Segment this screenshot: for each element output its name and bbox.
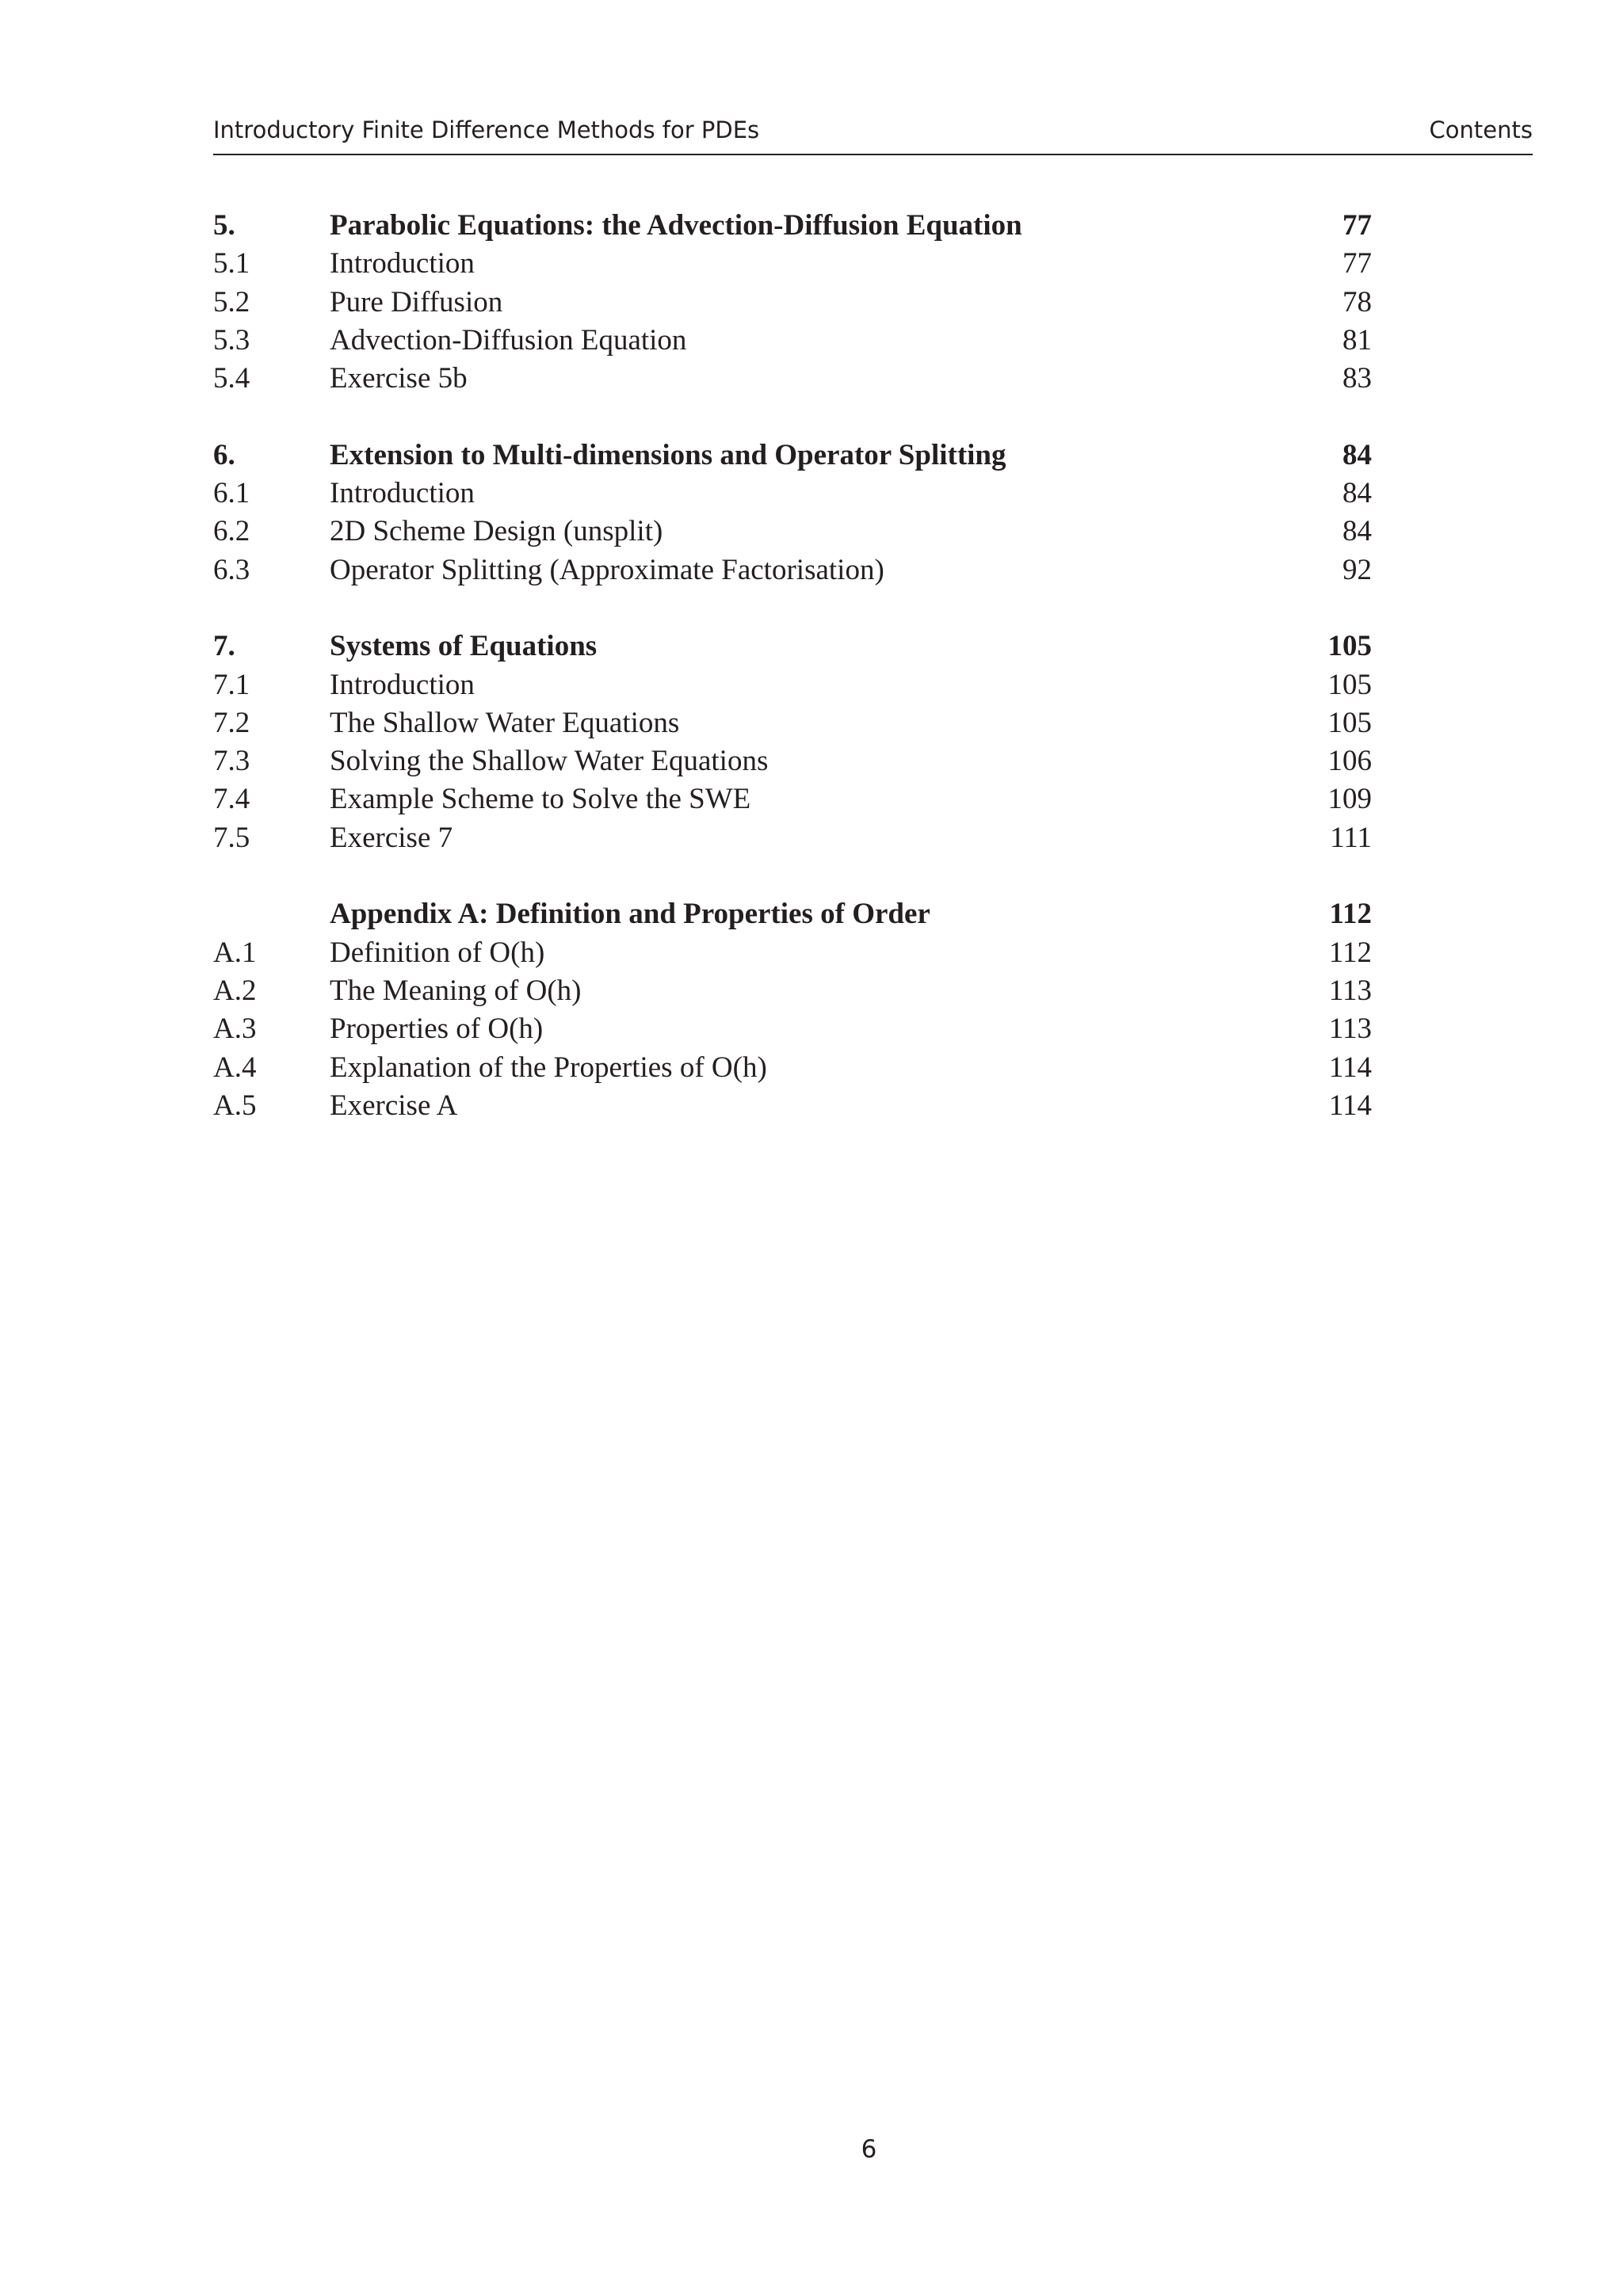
entry-title: Example Scheme to Solve the SWE: [330, 783, 751, 816]
chapter-page: 77: [1342, 209, 1372, 242]
toc-appendix-a[interactable]: [213, 895, 1372, 933]
entry-number: 5.2: [213, 285, 250, 318]
entry-page: 105: [1327, 668, 1372, 701]
toc-entry-5-2[interactable]: [213, 284, 1372, 322]
toc-entry-6-2[interactable]: [213, 513, 1372, 551]
chapter-number: 6.: [213, 438, 235, 471]
entry-number: 5.3: [213, 323, 250, 357]
entry-number: 7.4: [213, 783, 250, 816]
entry-page: 83: [1342, 362, 1372, 395]
toc-chapter-6[interactable]: [213, 437, 1372, 475]
entry-title: Explanation of the Properties of O(h): [330, 1051, 767, 1084]
toc-chapter-5[interactable]: [213, 207, 1372, 245]
entry-title: 2D Scheme Design (unsplit): [330, 515, 663, 548]
chapter-spacer: [213, 398, 1372, 436]
toc-entry-a-1[interactable]: [213, 934, 1372, 972]
entry-page: 84: [1342, 477, 1372, 510]
entry-title: The Shallow Water Equations: [330, 706, 680, 739]
chapter-spacer: [213, 857, 1372, 895]
entry-number: 7.5: [213, 821, 250, 854]
entry-title: Introduction: [330, 668, 475, 701]
entry-page: 114: [1328, 1089, 1372, 1122]
entry-title: Exercise A: [330, 1089, 458, 1122]
entry-number: 6.3: [213, 553, 250, 586]
entry-title: The Meaning of O(h): [330, 974, 582, 1007]
toc-entry-5-4[interactable]: [213, 360, 1372, 398]
entry-number: A.1: [213, 936, 257, 969]
table-of-contents: [213, 207, 1372, 1125]
toc-entry-a-2[interactable]: [213, 972, 1372, 1010]
entry-number: 5.1: [213, 247, 250, 280]
entry-page: 112: [1328, 936, 1372, 969]
entry-number: 6.1: [213, 477, 250, 510]
entry-number: A.2: [213, 974, 257, 1007]
entry-page: 92: [1342, 553, 1372, 586]
toc-entry-7-5[interactable]: [213, 819, 1372, 857]
toc-entry-7-1[interactable]: [213, 666, 1372, 704]
section-name: Contents: [1429, 116, 1533, 143]
entry-number: 5.4: [213, 362, 250, 395]
toc-entry-7-2[interactable]: [213, 704, 1372, 742]
toc-entry-6-3[interactable]: [213, 551, 1372, 589]
entry-number: 7.1: [213, 668, 250, 701]
entry-title: Solving the Shallow Water Equations: [330, 745, 769, 778]
entry-title: Exercise 5b: [330, 362, 468, 395]
entry-title: Exercise 7: [330, 821, 453, 854]
chapter-title: Appendix A: Definition and Properties of Order: [330, 898, 930, 931]
chapter-title: Systems of Equations: [330, 630, 598, 663]
chapter-spacer: [213, 589, 1372, 627]
document-title: Introductory Finite Difference Methods for PDEs: [213, 116, 760, 143]
toc-entry-7-4[interactable]: [213, 780, 1372, 818]
entry-number: A.3: [213, 1013, 257, 1046]
entry-title: Advection-Diffusion Equation: [330, 323, 687, 357]
toc-chapter-7[interactable]: [213, 627, 1372, 666]
entry-number: A.4: [213, 1051, 257, 1084]
toc-entry-5-1[interactable]: [213, 245, 1372, 283]
chapter-number: 7.: [213, 630, 235, 663]
entry-page: 109: [1327, 783, 1372, 816]
entry-page: 113: [1328, 1013, 1372, 1046]
entry-title: Properties of O(h): [330, 1013, 544, 1046]
running-header: [213, 109, 1533, 155]
toc-entry-a-5[interactable]: [213, 1087, 1372, 1125]
chapter-title: Parabolic Equations: the Advection-Diffusion Equation: [330, 209, 1022, 242]
chapter-title: Extension to Multi-dimensions and Operator Splitting: [330, 438, 1006, 471]
chapter-number: 5.: [213, 209, 235, 242]
entry-title: Operator Splitting (Approximate Factorisation): [330, 553, 884, 586]
entry-title: Definition of O(h): [330, 936, 545, 969]
entry-title: Pure Diffusion: [330, 285, 503, 318]
toc-entry-a-4[interactable]: [213, 1049, 1372, 1087]
entry-page: 113: [1328, 974, 1372, 1007]
toc-entry-5-3[interactable]: [213, 322, 1372, 360]
entry-page: 84: [1342, 515, 1372, 548]
entry-page: 111: [1330, 821, 1372, 854]
chapter-page: 105: [1327, 630, 1372, 663]
page-number: 6: [861, 2135, 877, 2164]
toc-entry-7-3[interactable]: [213, 742, 1372, 780]
toc-entry-a-3[interactable]: [213, 1010, 1372, 1048]
entry-page: 78: [1342, 285, 1372, 318]
entry-number: 6.2: [213, 515, 250, 548]
entry-number: 7.2: [213, 706, 250, 739]
entry-number: 7.3: [213, 745, 250, 778]
entry-page: 106: [1327, 745, 1372, 778]
toc-entry-6-1[interactable]: [213, 475, 1372, 513]
entry-page: 105: [1327, 706, 1372, 739]
entry-page: 77: [1342, 247, 1372, 280]
chapter-page: 112: [1329, 898, 1372, 931]
entry-page: 81: [1342, 323, 1372, 357]
entry-page: 114: [1328, 1051, 1372, 1084]
entry-title: Introduction: [330, 477, 475, 510]
entry-title: Introduction: [330, 247, 475, 280]
chapter-page: 84: [1342, 438, 1372, 471]
entry-number: A.5: [213, 1089, 257, 1122]
